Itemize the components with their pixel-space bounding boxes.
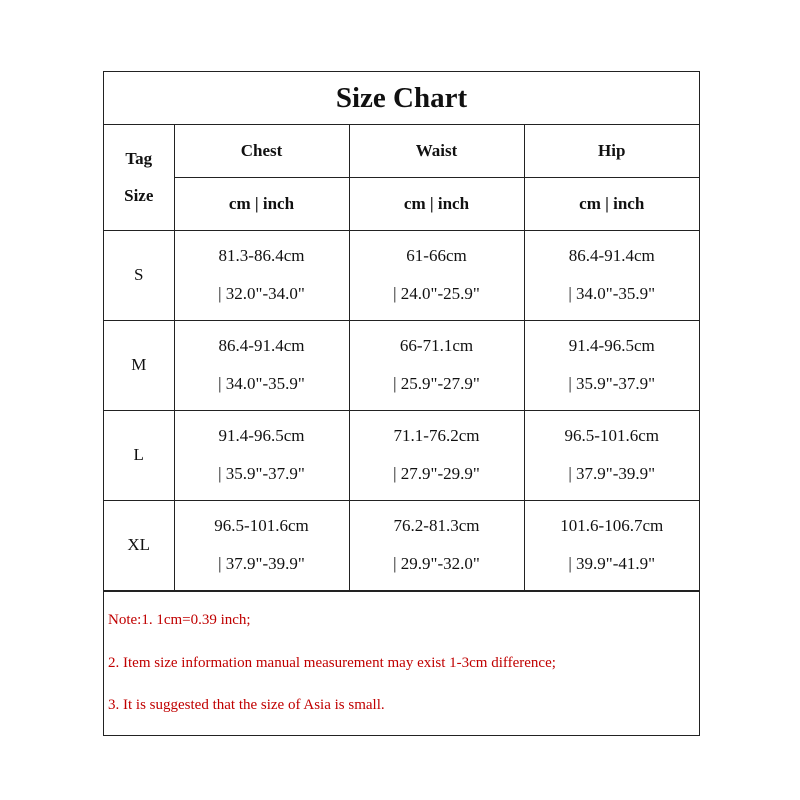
cm-value: 66-71.1cm [399,336,474,355]
inch-value: | 39.9"-41.9" [568,554,656,573]
unit-hip: cm | inch [524,177,699,230]
table-row [104,410,699,500]
cm-value: 76.2-81.3cm [393,516,480,535]
chest-cell [174,320,349,410]
inch-value: | 34.0"-35.9" [218,374,305,393]
waist-cell [349,500,524,590]
size-cell: M [104,320,174,410]
cm-value: 61-66cm [406,246,467,265]
unit-row [104,177,699,230]
note-line-2: 2. Item size information manual measurement may exist 1-3cm difference; [108,655,556,671]
hip-cell [524,500,699,590]
tag-label: Tag [125,149,153,169]
table-row [104,320,699,410]
hip-cell [524,410,699,500]
size-cell: XL [104,500,174,590]
cm-value: 96.5-101.6cm [214,516,309,535]
cm-value: 91.4-96.5cm [568,336,655,355]
waist-cell [349,230,524,320]
cm-value: 86.4-91.4cm [218,336,305,355]
cm-value: 71.1-76.2cm [393,426,480,445]
inch-value: | 29.9"-32.0" [393,554,480,573]
size-chart [103,71,700,736]
inch-value: | 25.9"-27.9" [393,374,480,393]
unit-chest: cm | inch [174,177,349,230]
cm-value: 91.4-96.5cm [218,426,305,445]
cm-value: 96.5-101.6cm [564,426,659,445]
note-line-3: 3. It is suggested that the size of Asia is small. [108,697,385,713]
inch-value: | 24.0"-25.9" [393,284,480,303]
inch-value: | 34.0"-35.9" [568,284,656,303]
inch-value: | 35.9"-37.9" [568,374,656,393]
chest-cell [174,500,349,590]
inch-value: | 37.9"-39.9" [218,554,305,573]
note-line-1: Note:1. 1cm=0.39 inch; [108,612,251,628]
size-table [104,125,699,591]
size-cell: L [104,410,174,500]
chest-cell [174,410,349,500]
column-header-waist: Waist [349,125,524,177]
cm-value: 101.6-106.7cm [560,516,664,535]
inch-value: | 32.0"-34.0" [218,284,305,303]
inch-value: | 35.9"-37.9" [218,464,305,483]
header-row [104,125,699,177]
hip-cell [524,320,699,410]
inch-value: | 27.9"-29.9" [393,464,480,483]
tag-size-header [104,125,174,230]
hip-cell [524,230,699,320]
size-label-header: Size [124,186,154,206]
cm-value: 86.4-91.4cm [568,246,655,265]
notes-section [104,591,699,735]
waist-cell [349,410,524,500]
waist-cell [349,320,524,410]
unit-waist: cm | inch [349,177,524,230]
chart-title: Size Chart [104,72,699,125]
cm-value: 81.3-86.4cm [218,246,305,265]
size-cell: S [104,230,174,320]
chest-cell [174,230,349,320]
table-row [104,500,699,590]
column-header-chest: Chest [174,125,349,177]
table-row [104,230,699,320]
column-header-hip: Hip [524,125,699,177]
inch-value: | 37.9"-39.9" [568,464,656,483]
